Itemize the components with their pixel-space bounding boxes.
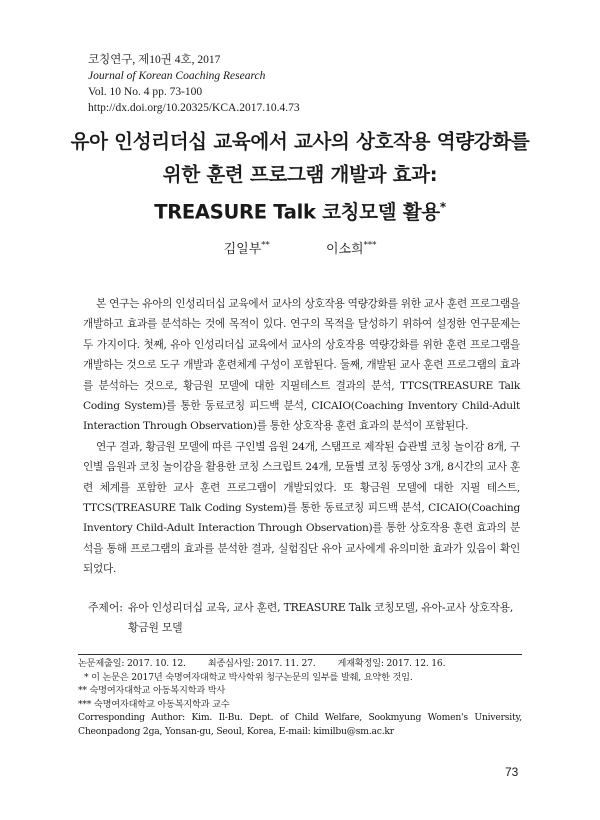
journal-citation-korean: 코칭연구, 제10권 4호, 2017 xyxy=(88,54,221,66)
title-line-3-text: TREASURE Talk 코칭모델 활용 xyxy=(154,200,440,224)
footnote-divider xyxy=(78,654,522,655)
title-footnote-mark: * xyxy=(439,200,446,214)
title-line-3 xyxy=(40,191,560,229)
author-1-name: 김일부 xyxy=(223,242,262,257)
paper-title xyxy=(40,125,560,229)
title-line-2: 위한 훈련 프로그램 개발과 효과: xyxy=(162,163,438,186)
author-2-mark: *** xyxy=(363,240,377,251)
footnote-1: * 이 논문은 2017년 숙명여자대학교 박사학위 청구논문의 일부를 발췌, 요약한 것임. xyxy=(84,671,413,683)
footnotes xyxy=(78,657,522,739)
journal-name: Journal of Korean Coaching Research xyxy=(88,70,266,82)
page-number: 73 xyxy=(505,765,519,779)
author-2 xyxy=(326,238,376,257)
received-date: 논문제출일: 2017. 10. 12. xyxy=(78,658,186,669)
doi-link[interactable]: http://dx.doi.org/10.20325/KCA.2017.10.4.73 xyxy=(88,102,300,114)
footnote-3: *** 숙명여자대학교 아동복지학과 교수 xyxy=(78,698,230,710)
submission-dates xyxy=(78,657,522,671)
title-line-1: 유아 인성리더십 교육에서 교사의 상호작용 역량강화를 xyxy=(70,130,530,153)
revised-date: 최종심사일: 2017. 11. 27. xyxy=(207,658,316,669)
abstract xyxy=(83,294,520,580)
author-list xyxy=(40,238,560,257)
journal-volume: Vol. 10 No. 4 pp. 73-100 xyxy=(88,86,203,98)
author-1 xyxy=(224,238,270,257)
keywords xyxy=(88,598,520,638)
author-2-name: 이소희 xyxy=(325,242,364,257)
accepted-date: 게재확정일: 2017. 12. 16. xyxy=(337,658,446,669)
keywords-text: 유아 인성리더십 교육, 교사 훈련, TREASURE Talk 코칭모델, 유아-교사 상호작용, 황금원 모델 xyxy=(128,601,514,634)
author-1-mark: ** xyxy=(261,240,270,251)
abstract-paragraph-1: 본 연구는 유아의 인성리더십 교육에서 교사의 상호작용 역량강화를 위한 교사 훈련 프로그램을 개발하고 효과를 분석하는 것에 목적이 있다. 연구의 목적을 달성하기 위하여 설정한 연구문제는 두 가지이다. 첫째, 유아 인성리더십 교육에서 교사의 상호작용 역량강화를 위한 훈련 프로그램을 개발하는 것으로 도구 개발과 훈련체계 구성이 포함된다. 둘째, 개발된 교사 훈련 프로그램의 효과를 분석하는 것으로, 황금원 모델에 대한 지필테스트 결과의 분석, TTCS(TREASURE Talk Coding System)를 통한 동료코칭 피드백 분석, CICAIO(Coaching Inventory Child-Adult Interaction Through Observation)를 통한 상호작용 훈련 효과의 분석이 포함된다. xyxy=(83,298,520,433)
abstract-paragraph-2: 연구 결과, 황금원 모델에 따른 구인별 음원 24개, 스탬프로 제작된 습관별 코칭 놀이감 8개, 구인별 음원과 코칭 놀이감을 활용한 코칭 스크립트 24개, 모듈별 코칭 동영상 3개, 8시간의 교사 훈련 체계를 포함한 교사 훈련 프로그램이 개발되었다. 또 황금원 모델에 대한 지필 테스트, TTCS(TREASURE Talk Coding System)를 통한 동료코칭 피드백 분석, CICAIO(Coaching Inventory Child-Adult Interaction Through Observation)를 통한 상호작용 훈련 효과의 분석을 통해 프로그램의 효과를 분석한 결과, 실험집단 유아 교사에게 유의미한 효과가 있음이 확인되었다. xyxy=(83,440,520,576)
footnote-2: ** 숙명여자대학교 아동복지학과 박사 xyxy=(78,685,226,697)
corresponding-author: Corresponding Author: Kim. Il-Bu. Dept. of Child Welfare, Sookmyung Women's University, Cheonpadong 2ga, Yonsan-gu, Seoul, Korea, E-mail: kimilbu@sm.ac.kr xyxy=(78,712,522,737)
journal-header xyxy=(88,52,300,116)
keywords-label: 주제어: xyxy=(88,601,123,614)
